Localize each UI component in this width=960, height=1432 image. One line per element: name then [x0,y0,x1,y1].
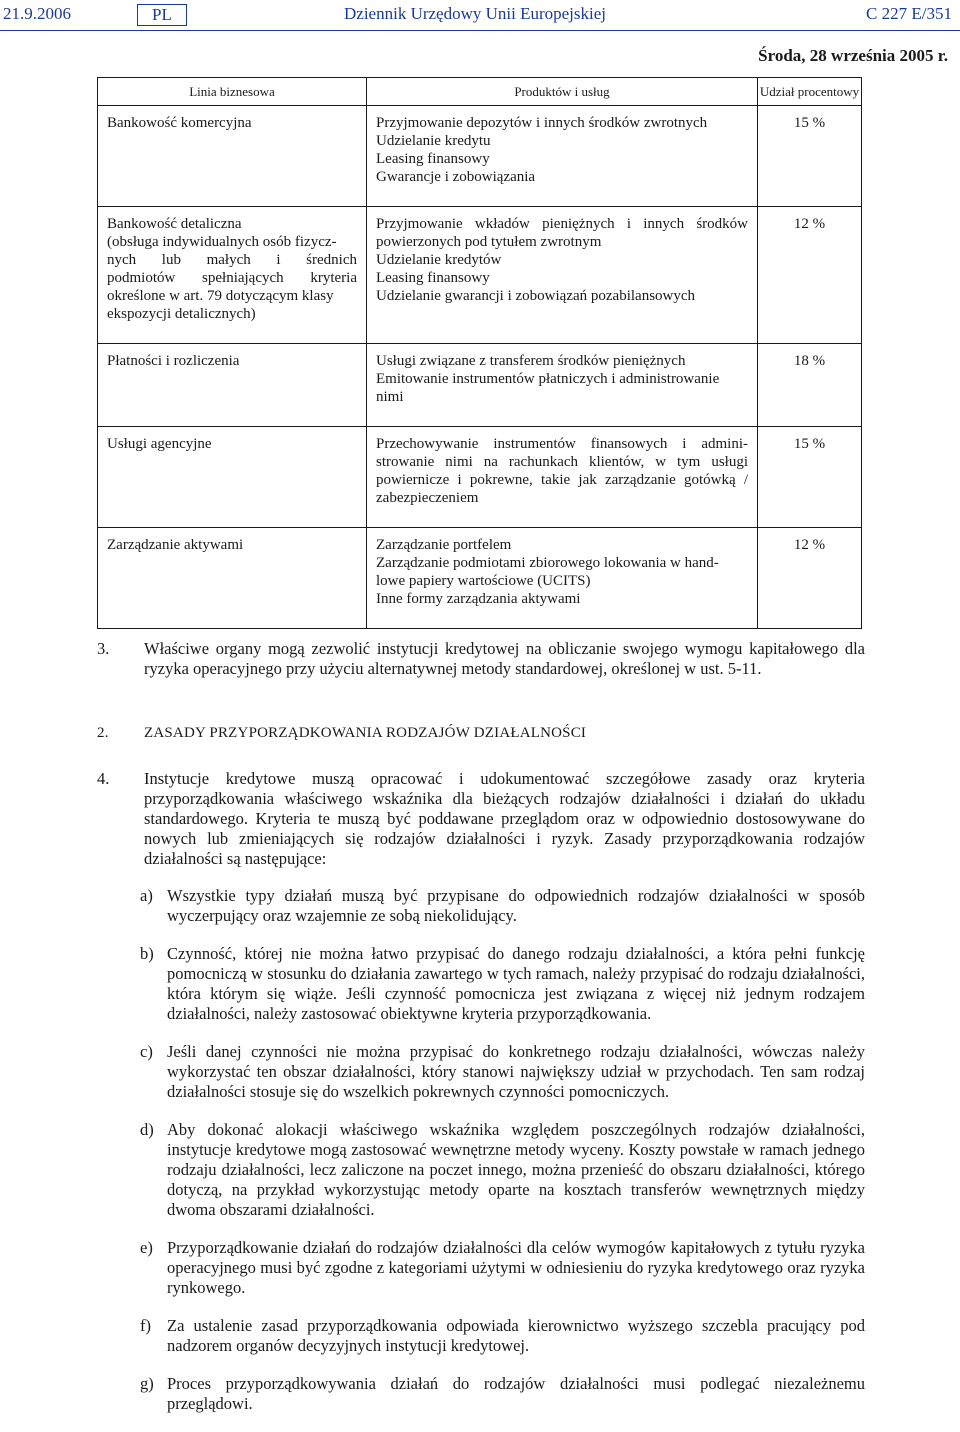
item-text: Za ustalenie zasad przyporządkowania odpowiada kierownictwo wyższego szczebla pracujący pod nadzorem organów decyzyjnych instytucji kredytowej. [167,1316,865,1355]
item-label: g) [140,1374,154,1393]
share-cell: 15 % [758,427,862,528]
item-label: f) [140,1316,151,1335]
list-item [140,1374,865,1414]
paragraph-text: Właściwe organy mogą zezwolić instytucji kredytowej na obliczanie swojego wymogu kapitałowego dla ryzyka operacyjnego przy użyciu alternatywnej metody standardowej, określonej w ust. 5-11. [144,639,865,678]
column-header: Produktów i usług [367,78,758,106]
table-row [98,427,862,528]
products-cell [367,106,758,207]
cell-line: Emitowanie instrumentów płatniczych i administrowanie [376,371,720,387]
products-cell [367,344,758,427]
list-item [140,944,865,1024]
cell-line: strowanie nimi na rachunkach klientów, w tym usługi [376,454,748,470]
page-header [0,0,960,30]
cell-line: Zarządzanie aktywami [107,537,244,553]
cell-line: Płatności i rozliczenia [107,353,240,369]
paragraph-4 [97,769,865,869]
cell-line: Przyjmowanie wkładów pieniężnych i innych środków [376,216,748,232]
item-text: Proces przyporządkowywania działań do rodzajów działalności musi podlegać niezależnemu przeglądowi. [167,1374,865,1413]
cell-line: powiernicze i pokrewne, takie jak zarządzanie gotówką / [376,472,748,488]
business-line-cell [98,528,367,629]
cell-line: podmiotów spełniających kryteria [107,270,357,286]
item-text: Jeśli danej czynności nie można przypisać do konkretnego rodzaju działalności, wówczas należy wykorzystać ten obszar działalności, który stanowi największy udział w przychodach. Ten sam rodzaj działalności stosuje się do wszelkich pokrewnych czynności pomocniczych. [167,1042,865,1101]
list-item [140,886,865,926]
cell-line: Zarządzanie podmiotami zbiorowego lokowania w hand- [376,555,719,571]
share-cell: 12 % [758,528,862,629]
item-text: Wszystkie typy działań muszą być przypisane do odpowiednich rodzajów działalności w sposób wyczerpujący oraz wzajemnie ze sobą niekolidujący. [167,886,865,925]
cell-line: (obsługa indywidualnych osób fizycz- [107,234,337,250]
cell-line: Udzielanie kredytów [376,252,502,268]
products-cell [367,427,758,528]
cell-line: Leasing finansowy [376,270,490,286]
list-item [140,1238,865,1298]
cell-line: nych lub małych i średnich [107,252,357,268]
rules-list [140,886,865,1432]
business-line-cell [98,106,367,207]
business-line-cell [98,344,367,427]
list-item [140,1042,865,1102]
cell-line: Inne formy zarządzania aktywami [376,591,581,607]
item-label: a) [140,886,153,905]
cell-line: Udzielanie kredytu [376,133,491,149]
cell-line: Udzielanie gwarancji i zobowiązań pozabilansowych [376,288,696,304]
cell-line: określone w art. 79 dotyczącym klasy [107,288,334,304]
journal-title: Dziennik Urzędowy Unii Europejskiej [344,4,607,23]
section-title: ZASADY PRZYPORZĄDKOWANIA RODZAJÓW DZIAŁALNOŚCI [144,725,587,741]
cell-line: Gwarancje i zobowiązania [376,169,536,185]
cell-line: Przyjmowanie depozytów i innych środków zwrotnych [376,115,708,131]
paragraph-number: 3. [97,639,110,658]
cell-line: Bankowość komercyjna [107,115,252,131]
table-row [98,207,862,344]
business-line-cell [98,427,367,528]
column-header: Linia biznesowa [98,78,367,106]
business-line-cell [98,207,367,344]
item-text: Przyporządkowanie działań do rodzajów działalności dla celów wymogów kapitałowych z tytułu ryzyka operacyjnego musi być zgodne z kategoriami użytymi w odniesieniu do ryzyka kredytowego oraz ryzyka rynkowego. [167,1238,865,1297]
meeting-date: Środa, 28 września 2005 r. [758,46,948,65]
list-item [140,1120,865,1220]
column-header: Udział procentowy [758,78,862,106]
section-number: 2. [97,725,109,741]
cell-line: Bankowość detaliczna [107,216,242,232]
business-lines-table [97,77,862,629]
table-row [98,528,862,629]
paragraph-number: 4. [97,769,110,788]
item-label: b) [140,944,154,963]
cell-line: zabezpieczeniem [376,490,479,506]
cell-line: Leasing finansowy [376,151,490,167]
section-heading [97,725,586,742]
cell-line: nimi [376,389,404,405]
journal-reference: C 227 E/351 [866,4,952,23]
item-text: Aby dokonać alokacji właściwego wskaźnika względem poszczególnych rodzajów działalności, instytucje kredytowe mogą zastosować wewnętrzne metody wyceny. Koszty powstałe w ramach jednego rodzaju działalności, lecz zaliczone na poczet innego, można przenieść do obszaru działalności, którego dotyczą, na przykład wykorzystując metody oparte na kosztach transferów wewnętrznych między dwoma obszarami działalności. [167,1120,865,1219]
cell-line: ekspozycji detalicznych) [107,306,256,322]
products-cell [367,207,758,344]
language-badge: PL [137,4,187,26]
cell-line: Przechowywanie instrumentów finansowych i admini- [376,436,748,452]
cell-line: Usługi agencyjne [107,436,212,452]
header-date: 21.9.2006 [3,4,71,23]
item-label: c) [140,1042,153,1061]
cell-line: powierzonych pod tytułem zwrotnym [376,234,602,250]
paragraph-3 [97,639,865,679]
paragraph-text: Instytucje kredytowe muszą opracować i udokumentować szczegółowe zasady oraz kryteria przyporządkowania właściwego wskaźnika dla bieżących rodzajów działalności i działań do układu standardowego. Kryteria te muszą być poddawane przeglądom oraz w odpowiednio dostosowywane do nowych lub zmieniających się rodzajów działalności i ryzyk. Zasady przyporządkowania rodzajów działalności są następujące: [144,769,865,868]
share-cell: 15 % [758,106,862,207]
header-rule [0,30,960,31]
item-label: e) [140,1238,153,1257]
share-cell: 18 % [758,344,862,427]
list-item [140,1316,865,1356]
cell-line: Usługi związane z transferem środków pieniężnych [376,353,686,369]
cell-line: lowe papiery wartościowe (UCITS) [376,573,591,589]
table-row [98,106,862,207]
table-header-row [98,78,862,106]
cell-line: Zarządzanie portfelem [376,537,512,553]
table-row [98,344,862,427]
item-label: d) [140,1120,154,1139]
item-text: Czynność, której nie można łatwo przypisać do danego rodzaju działalności, a która pełni funkcję pomocniczą w stosunku do działania zawartego w tych ramach, należy przypisać do rodzaju działalności, która którym się wiąże. Jeśli czynność pomocnicza jest związana z więcej niż jednym rodzajem działalności, należy zastosować obiektywne kryteria przyporządkowania. [167,944,865,1023]
share-cell: 12 % [758,207,862,344]
products-cell [367,528,758,629]
